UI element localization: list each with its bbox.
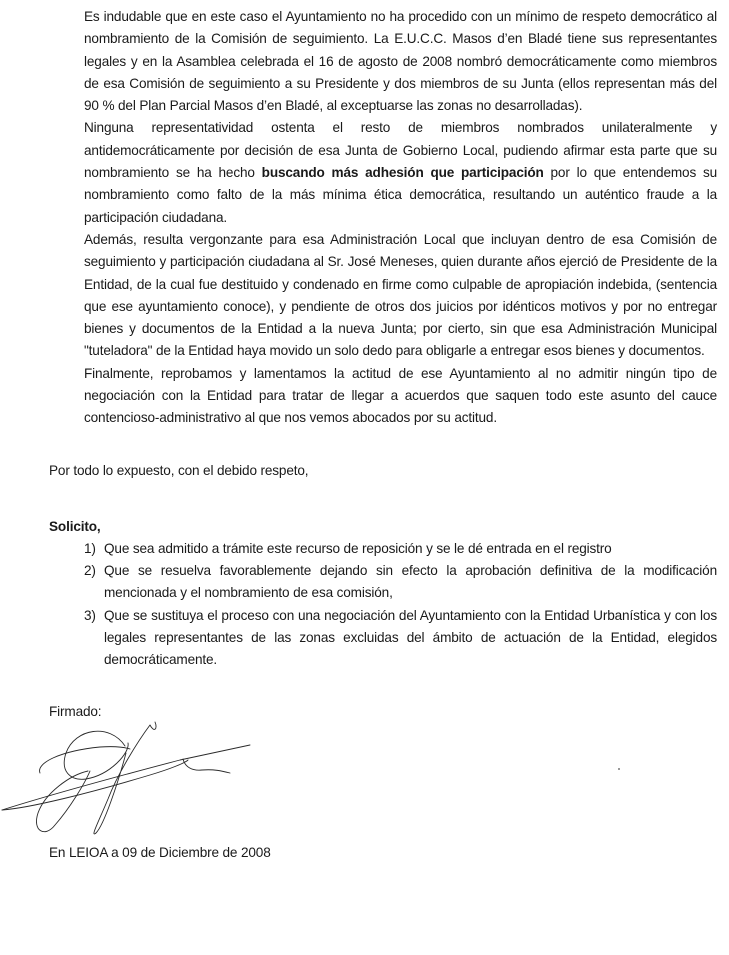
- paragraph-representatividad: [84, 117, 717, 228]
- paragraph-jose-meneses: Además, resulta vergonzante para esa Administración Local que incluyan dentro de esa Comisión de seguimiento y participación ciudadana al Sr. José Meneses, quien durante años ejerció de Presidente de la Entidad, de la cual fue destituido y condenado en firme como culpable de apropiación indebida, (sentencia que ese ayuntamiento conoce), y pendiente de otros dos juicios por idénticos motivos y por no entregar bienes y documentos de la Entidad a la nueva Junta; por cierto, sin que esa Administración Municipal "tuteladora" de la Entidad haya movido un solo dedo para obligarle a entregar esos bienes y documentos.: [84, 231, 717, 359]
- closing-statement: Por todo lo expuesto, con el debido respeto,: [49, 462, 309, 478]
- request-number: 3): [84, 607, 96, 623]
- signature-stroke: [40, 747, 130, 773]
- request-text: Que se resuelva favorablemente dejando sin efecto la aprobación definitiva de la modificación mencionada y el nombramiento de esa comisión,: [104, 562, 717, 601]
- solicito-heading: Solicito,: [49, 518, 101, 534]
- scan-speck: [618, 768, 620, 770]
- request-item: [84, 605, 717, 672]
- request-text: Que se sustituya el proceso con una negociación del Ayuntamiento con la Entidad Urbanística y con los legales representantes de las zonas excluidas del ámbito de actuación de la Entidad, elegidos democráticamente.: [104, 607, 717, 668]
- signature-stroke: [94, 722, 156, 834]
- request-text: Que sea admitido a trámite este recurso de reposición y se le dé entrada en el registro: [104, 540, 612, 556]
- signature-stroke: [183, 759, 230, 773]
- place-and-date: En LEIOA a 09 de Diciembre de 2008: [49, 845, 271, 861]
- bold-emphasis: buscando más adhesión que participación: [261, 165, 544, 181]
- paragraph-respeto-democratico: Es indudable que en este caso el Ayuntamiento no ha procedido con un mínimo de respeto democrático al nombramiento de la Comisión de seguimiento. La E.U.C.C. Masos d’en Bladé tiene sus representantes legales y en la Asamblea celebrada el 16 de agosto de 2008 nombró democráticamente como miembros de esa Comisión de seguimiento a su Presidente y dos miembros de su Junta (ellos representan más del 90 % del Plan Parcial Masos d’en Bladé, al exceptuarse las zonas no desarrolladas).: [84, 9, 717, 114]
- signature-stroke: [36, 771, 90, 832]
- request-item: [84, 538, 717, 560]
- paragraph-text: Ninguna representatividad ostenta el resto de miembros nombrados unilateralmente y antidemocráticamente por decisión de esa Junta de Gobierno Local, pudiendo afirmar esta parte que su nombramiento se ha hecho: [84, 120, 717, 181]
- signature-area: [0, 713, 729, 838]
- request-number: 2): [84, 562, 96, 578]
- handwritten-signature: [0, 713, 260, 838]
- request-item: [84, 560, 717, 605]
- request-number: 1): [84, 540, 96, 556]
- signature-stroke: [2, 745, 250, 810]
- signature-stroke: [2, 760, 188, 810]
- signed-label: Firmado:: [49, 704, 102, 720]
- paragraph-text: por lo que entendemos su nombramiento como falto de la más mínima ética democrática, resultando un auténtico fraude a la participación ciudadana.: [84, 165, 718, 225]
- signature-stroke: [64, 732, 128, 780]
- paragraph-finalmente: Finalmente, reprobamos y lamentamos la actitud de ese Ayuntamiento al no admitir ningún tipo de negociación con la Entidad para tratar de llegar a acuerdos que saquen todo este asunto del cauce contencioso-administrativo al que nos vemos abocados por su actitud.: [84, 365, 717, 426]
